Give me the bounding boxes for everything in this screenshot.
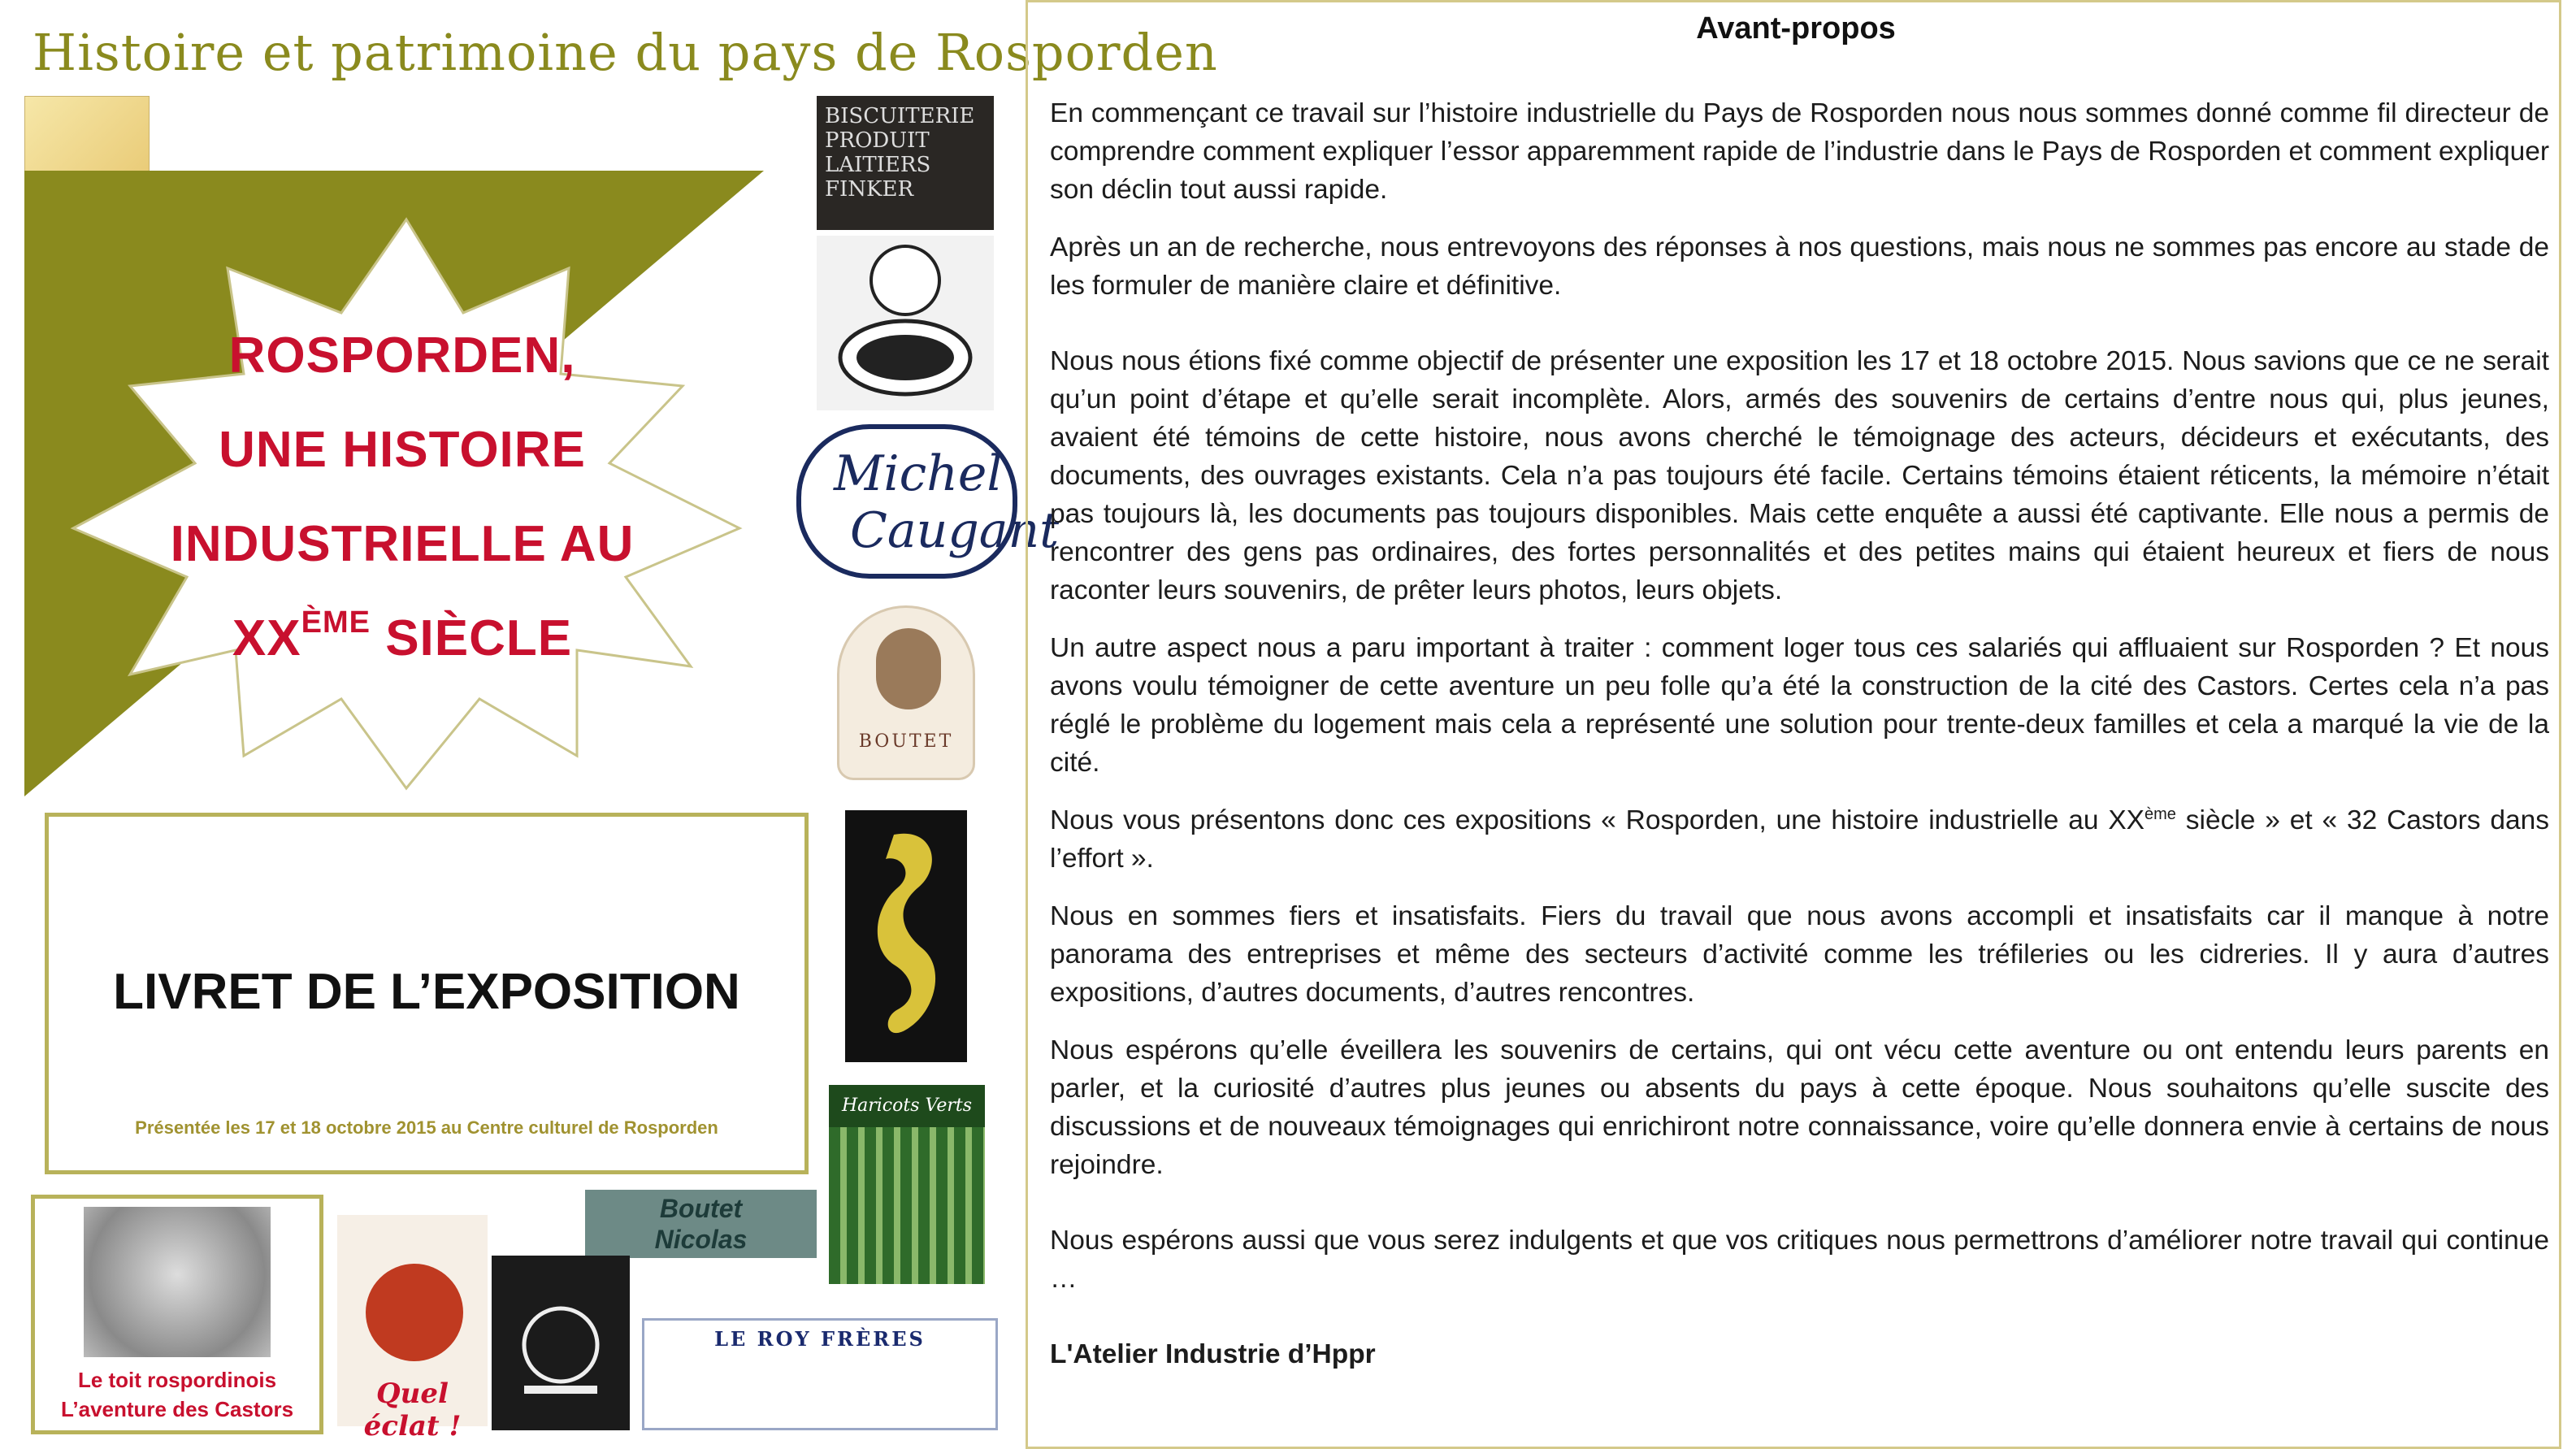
- pig-icon: [817, 236, 994, 410]
- preface-title: Avant-propos: [1696, 11, 1896, 46]
- boutet-nicolas-logo: [585, 1190, 817, 1258]
- livret-subtitle: Présentée les 17 et 18 octobre 2015 au Centre culturel de Rosporden: [135, 1117, 718, 1138]
- livret-title: LIVRET DE L’EXPOSITION: [113, 964, 740, 1020]
- castors-caption-line-2: L’aventure des Castors: [60, 1397, 294, 1421]
- seahorse-logo: [845, 810, 967, 1062]
- le-roy-freres-text: LE ROY FRÈRES: [714, 1327, 926, 1351]
- boutet-nicolas-line-1: Boutet: [659, 1194, 743, 1223]
- preface-paragraph-5-sup: ème: [2144, 805, 2176, 823]
- biscuiterie-sign-photo: BISCUITERIE PRODUIT LAITIERS FINKER: [817, 96, 994, 230]
- castors-caption-line-1: Le toit rospordinois: [77, 1368, 277, 1392]
- castors-thumbnail: [31, 1195, 323, 1434]
- preface-paragraph-5-a: Nous vous présentons donc ces expositions « Rosporden, une histoire industrielle au XX: [1050, 805, 2145, 835]
- advert-ball: [366, 1264, 463, 1361]
- quel-eclat-text: Quel éclat !: [363, 1377, 462, 1442]
- quel-eclat-advert: [337, 1215, 488, 1442]
- headline-line-4: [98, 592, 707, 686]
- boutet-seal-text: BOUTET: [858, 731, 954, 752]
- castors-photo: [84, 1207, 271, 1357]
- preface-paragraph-4: Un autre aspect nous a paru important à traiter : comment loger tous ces salariés qui affluaient sur Rosporden ? Et nous avons voulu témoigner de cette aventure un peu folle qu’a été la construction de la cité des Castors. Certes cela n’a pas réglé le problème du logement mais cela a représenté une solution pour trente-deux familles et cela a marqué la vie de la cité.: [1050, 633, 2549, 778]
- preface-paragraph-2: Après un an de recherche, nous entrevoyons des réponses à nos questions, mais nous ne sommes pas encore au stade de les formuler de manière claire et définitive.: [1050, 232, 2549, 301]
- pig-drum-illustration: [817, 236, 994, 410]
- boutet-nicolas-line-2: Nicolas: [654, 1225, 748, 1254]
- haricots-label: Haricots Verts: [829, 1085, 985, 1127]
- haricots-verts-can: [829, 1085, 985, 1284]
- preface-paragraph-6: Nous en sommes fiers et insatisfaits. Fiers du travail que nous avons accompli et insatisfaits car il manque à notre panorama des entreprises et même des secteurs d’activité comme les tréfileries ou les cidreries. Il y aura d’autres expositions, d’autres documents, d’autres rencontres.: [1050, 901, 2549, 1008]
- preface-paragraph-8: Nous espérons aussi que vous serez indulgents et que vos critiques nous permettrons d’améliorer notre travail qui continue …: [1050, 1226, 2549, 1294]
- boutet-portrait: [876, 628, 941, 709]
- preface-paragraph-7: Nous espérons qu’elle éveillera les souvenirs de certains, qui ont vécu cette aventure ou ont entendu leurs parents en parler, et la curiosité d’autres plus jeunes ou absents du pays à cette époque. Nous souhaitons qu’elle suscite des discussions et de nouveaux témoignages qui enrichiront notre connaissance, voire qu’elle donnera envie à certains de nous rejoindre.: [1050, 1035, 2549, 1180]
- cover-header-title: Histoire et patrimoine du pays de Rosporden: [33, 23, 1218, 82]
- headline-sup: ÈME: [301, 605, 371, 640]
- preface-paragraph-3: Nous nous étions fixé comme objectif de présenter une exposition les 17 et 18 octobre 2015. Nous savions que ce ne serait qu’un point d’étape et qu’elle serait incomplète. Alors, armés des souvenirs de certains d’entre nous qui, plus jeunes, avaient été témoins de cette histoire, nous avons cherché le témoignage des acteurs, décideurs et exécutants, des documents, des ouvrages existants. Cela n’a pas toujours été facile. Certains témoins étaient réticents, la mémoire n’était pas toujours là, les documents pas toujours disponibles. Mais cette enquête a aussi été captivante. Elle nous a permis de rencontrer des gens pas ordinaires, des fortes personnalités et des petites mains qui étaient heureux et fiers de nous raconter leurs souvenirs, de prêter leurs photos, leurs objets.: [1050, 346, 2549, 605]
- sardine-tin-icon: [492, 1256, 630, 1430]
- exhibition-headline: [98, 309, 707, 686]
- preface-paragraph-1: En commençant ce travail sur l’histoire industrielle du Pays de Rosporden nous nous sommes donné comme fil directeur de comprendre comment expliquer l’essor apparemment rapide de l’industrie dans le Pays de Rosporden et comment expliquer son déclin tout aussi rapide.: [1050, 98, 2549, 205]
- caugant-logo-line-2: Caugant: [850, 502, 1060, 559]
- preface-paragraph-5-b: siècle » et « 32 Castors dans l’effort ».: [1050, 805, 2549, 874]
- headline-line-1: ROSPORDEN,: [228, 328, 576, 384]
- preface-paragraph-5: [1050, 801, 2549, 878]
- castors-caption: [35, 1365, 319, 1424]
- caugant-logo-line-1: Michel: [834, 445, 1003, 502]
- headline-line-2: UNE HISTOIRE: [219, 422, 586, 478]
- le-roy-freres-letterhead: [642, 1318, 998, 1430]
- boutet-seal: [837, 605, 975, 780]
- seahorse-icon: [845, 810, 967, 1062]
- michel-caugant-logo: [796, 424, 1060, 579]
- headline-line-3: INDUSTRIELLE AU: [170, 516, 635, 572]
- headline-siecle: SIÈCLE: [385, 610, 573, 666]
- preface-signature: L'Atelier Industrie d’Hppr: [1050, 1339, 1376, 1369]
- preface-body: [1050, 94, 2549, 1393]
- headline-xx: XX: [232, 610, 301, 666]
- sardine-tin-label: [492, 1256, 630, 1430]
